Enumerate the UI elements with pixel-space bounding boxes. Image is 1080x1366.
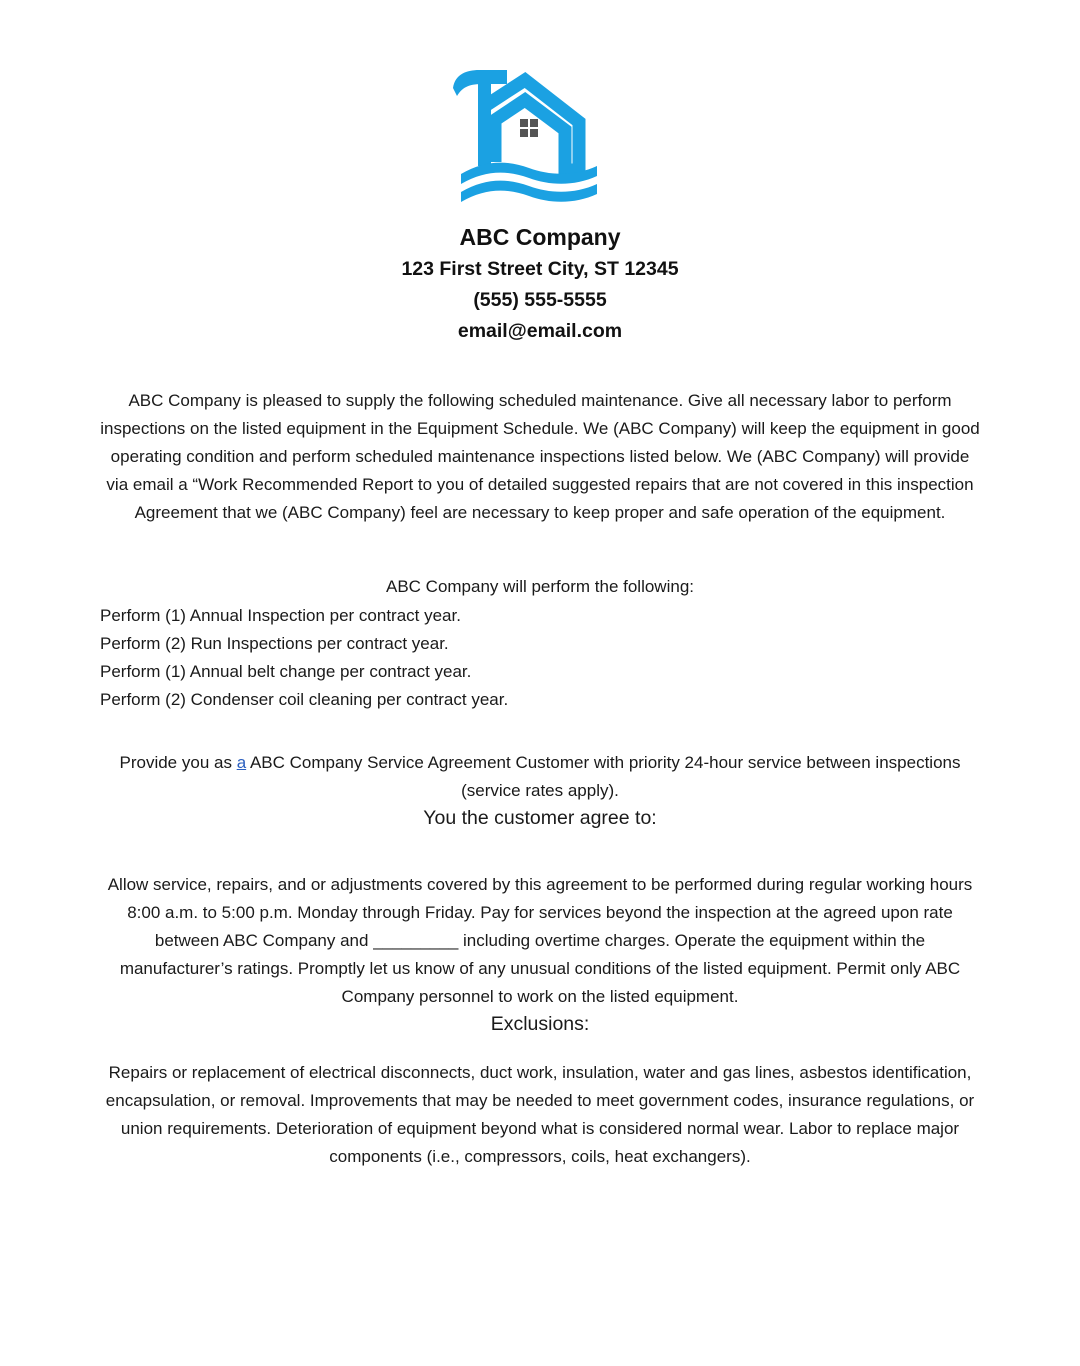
exclusions-paragraph: Repairs or replacement of electrical disconnects, duct work, insulation, water and gas lines, asbestos identification, encapsulation, or removal. Improvements that may be needed to meet government codes, insurance regulations, or union requirements. Deterioration of equipment beyond what is considered normal wear. Labor to replace major components (i.e., compressors, coils, heat exchangers). — [105, 1063, 975, 1166]
house-hammer-water-logo — [445, 62, 605, 212]
company-name: ABC Company — [459, 224, 621, 250]
exclusions-heading: Exclusions: — [490, 1013, 590, 1035]
list-item: Perform (2) Run Inspections per contract year. — [100, 634, 449, 653]
company-email: email@email.com — [457, 320, 623, 342]
agree-paragraph: Allow service, repairs, and or adjustments covered by this agreement to be performed during regular working hours 8:00 a.m. to 5:00 p.m. Monday through Friday. Pay for services beyond the inspection at the agreed upon rate between ABC Company and _________ including overtime charges. Operate the equipment within the manufacturer’s ratings. Promptly let us know of any unusual conditions of the listed equipment. Permit only ABC Company personnel to work on the listed equipment. — [107, 875, 973, 1006]
perform-list — [100, 602, 980, 714]
priority-text-after: ABC Company Service Agreement Customer with priority 24-hour service between inspections (service rates apply). — [246, 753, 961, 800]
company-phone: (555) 555-5555 — [473, 289, 607, 311]
intro-paragraph: ABC Company is pleased to supply the following scheduled maintenance. Give all necessary labor to perform inspections on the listed equipment in the Equipment Schedule. We (ABC Company) will keep the equipment in good operating condition and perform scheduled maintenance inspections listed below. We (ABC Company) will provide via email a “Work Recommended Report to you of detailed suggested repairs that are not covered in this inspection Agreement that we (ABC Company) feel are necessary to keep proper and safe operation of the equipment. — [100, 391, 980, 522]
agree-heading: You the customer agree to: — [423, 807, 657, 829]
list-item: Perform (1) Annual belt change per contract year. — [100, 662, 472, 681]
list-item: Perform (2) Condenser coil cleaning per contract year. — [100, 690, 509, 709]
company-address: 123 First Street City, ST 12345 — [401, 258, 679, 280]
underlined-word: a — [236, 753, 247, 772]
priority-text-before: Provide you as — [119, 753, 237, 772]
perform-heading: ABC Company will perform the following: — [385, 577, 694, 596]
list-item: Perform (1) Annual Inspection per contract year. — [100, 606, 461, 625]
priority-paragraph — [100, 749, 980, 805]
